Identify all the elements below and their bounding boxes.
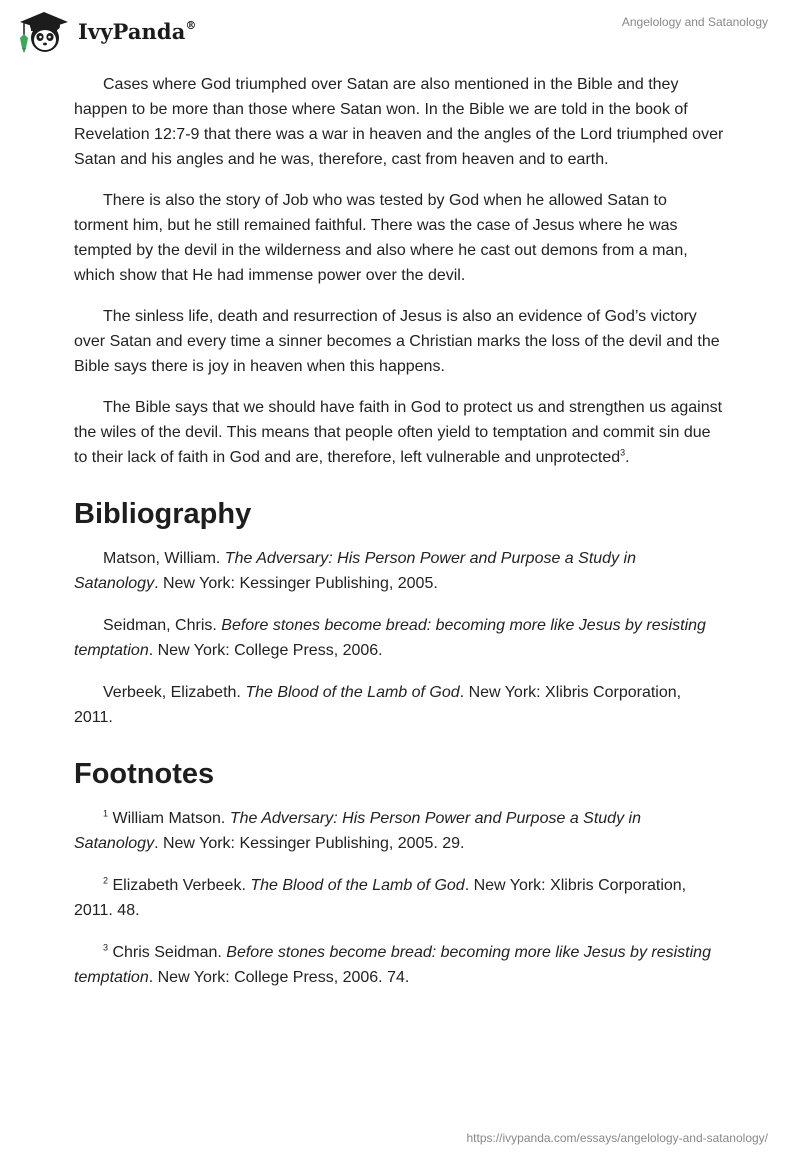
footnote-number: 3 (103, 942, 109, 953)
body-paragraph: The Bible says that we should have faith in God to protect us and strengthen us against the wiles of the devil. This means that people often yield to temptation and commit sin due to their lack of faith in God and are, therefore, left vulnerable and unprotected$^3$. (74, 399, 723, 466)
body-paragraph: There is also the story of Job who was tested by God when he allowed Satan to torment him, but he still remained faithful. There was the case of Jesus where he was tempted by the devil in the wilderness and also where he cast out demons from a man, which show that He had immense power over the devil. (74, 192, 688, 284)
panda-graduate-icon (14, 8, 72, 54)
body-paragraph: Cases where God triumphed over Satan are also mentioned in the Bible and they happen to be more than those where Satan won. In the Bible we are told in the book of Revelation 12:7-9 that there was a war in heaven and the angles of the Lord triumphed over Satan and his angles and he was, therefore, cast from heaven and to earth. (74, 76, 724, 168)
footnote-number: 1 (103, 808, 109, 819)
bibliography-entry: Seidman, Chris. Before stones become bread: becoming more like Jesus by resisting temptation. New York: College Press, 2006. (74, 617, 706, 659)
source-url-link[interactable]: https://ivypanda.com/essays/angelology-and-satanology/ (466, 1131, 768, 1145)
body-paragraph: The sinless life, death and resurrection of Jesus is also an evidence of God’s victory over Satan and every time a sinner becomes a Christian marks the loss of the devil and the Bible says there is joy in heaven when this happens. (74, 308, 720, 375)
footnote-reference[interactable]: 3 (620, 447, 626, 458)
bibliography-heading: Bibliography (74, 498, 252, 530)
bibliography-entry: Matson, William. The Adversary: His Person Power and Purpose a Study in Satanology. New York: Kessinger Publishing, 2005. (74, 550, 636, 592)
brand-name: IvyPanda® (78, 18, 197, 44)
document-body (74, 72, 724, 1007)
page-header (0, 0, 800, 60)
footnote-number: 2 (103, 875, 109, 886)
footnotes-heading: Footnotes (74, 758, 215, 790)
bibliography-entry: Verbeek, Elizabeth. The Blood of the Lamb of God. New York: Xlibris Corporation, 2011. (74, 684, 682, 726)
document-title: Angelology and Satanology (621, 15, 768, 29)
footnote-entry: $^2$ Elizabeth Verbeek. The Blood of the Lamb of God. New York: Xlibris Corporation, 2011. 48. (74, 875, 687, 919)
ivypanda-logo[interactable] (14, 8, 197, 54)
footnote-entry: $^3$ Chris Seidman. Before stones become bread: becoming more like Jesus by resisting temptation. New York: College Press, 2006. 74. (74, 942, 711, 986)
footnote-entry: $^1$ William Matson. The Adversary: His Person Power and Purpose a Study in Satanology. New York: Kessinger Publishing, 2005. 29. (74, 808, 641, 852)
